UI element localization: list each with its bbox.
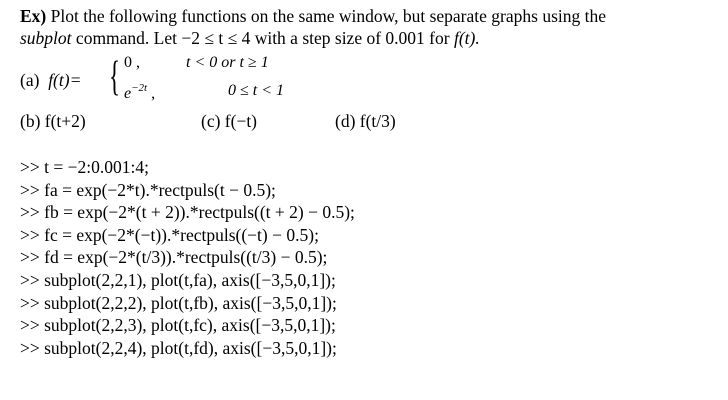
subplot-command-word: subplot: [20, 28, 72, 48]
code-line: >> fd = exp(−2*(t/3)).*rectpuls((t/3) − 0.5);: [20, 247, 328, 268]
code-line: >> t = −2:0.001:4;: [20, 157, 149, 177]
problem-line-1: [20, 5, 606, 27]
problem-text-2: command. Let −2 ≤ t ≤ 4 with a step size of 0.001 for: [71, 28, 454, 48]
piece-2-condition: 0 ≤ t < 1: [228, 82, 285, 99]
part-a-label: (a) f(t)=: [20, 70, 82, 90]
problem-text-1: Plot the following functions on the same window, but separate graphs using the: [46, 6, 606, 26]
part-d: (d) f(t/3): [335, 111, 396, 131]
code-line: >> subplot(2,2,1), plot(t,fa), axis([−3,5,0,1]);: [20, 269, 336, 290]
code-line: >> fc = exp(−2*(−t)).*rectpuls((−t) − 0.5);: [20, 224, 319, 245]
code-line: >> fa = exp(−2*t).*rectpuls(t − 0.5);: [20, 179, 276, 200]
code-line: >> subplot(2,2,2), plot(t,fb), axis([−3,5,0,1]);: [20, 292, 337, 313]
piece-2-value: $e^{-2t}$ ,: [124, 82, 156, 102]
piece-1-value: 0 ,: [124, 54, 140, 71]
code-line: >> subplot(2,2,4), plot(t,fd), axis([−3,5,0,1]);: [20, 337, 337, 358]
piecewise-brace: {: [109, 54, 121, 100]
piece-1-condition: t < 0 or t ≥ 1: [186, 54, 269, 71]
code-line: >> subplot(2,2,3), plot(t,fc), axis([−3,5,0,1]);: [20, 315, 336, 336]
part-b: (b) f(t+2): [20, 111, 86, 131]
ft-reference: f(t).: [453, 28, 480, 48]
problem-line-2: [20, 27, 480, 49]
code-line: >> fb = exp(−2*(t + 2)).*rectpuls((t + 2) − 0.5);: [20, 202, 355, 223]
exercise-label: Ex): [20, 6, 47, 26]
code-block: [20, 156, 355, 359]
part-c: (c) f(−t): [201, 111, 258, 131]
part-a-lhs: f(t)=: [48, 70, 82, 90]
